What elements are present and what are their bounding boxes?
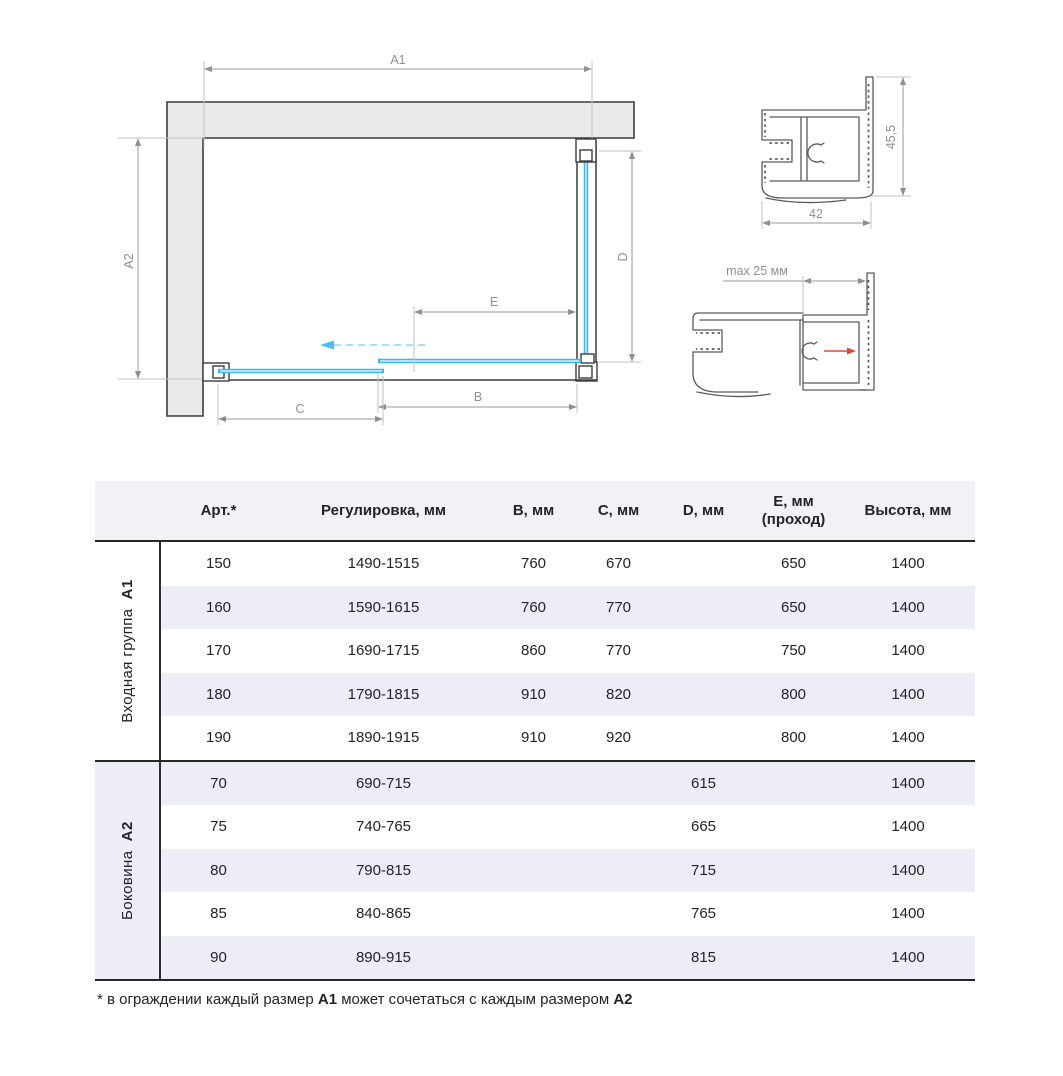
table-row: 170 1690-1715 860 770 750 1400 xyxy=(205,642,925,660)
table-header-row xyxy=(95,481,975,542)
group-label-a2: Боковина А2 xyxy=(95,762,161,980)
table-row: 70 690-715 615 1400 xyxy=(161,762,975,806)
label-45-5: 45,5 xyxy=(884,124,898,150)
side-panel xyxy=(576,139,597,381)
entrance-group xyxy=(203,341,597,382)
group-side-a2 xyxy=(95,762,975,982)
table-row: 85 840-865 765 1400 xyxy=(210,905,925,923)
dimension-45-5 xyxy=(871,77,911,196)
label-d: D xyxy=(616,252,630,262)
dimension-42 xyxy=(762,201,871,229)
column-header-art: Арт.* xyxy=(200,501,237,519)
dimension-max-25 xyxy=(723,264,866,312)
column-header-d: D, мм xyxy=(682,501,725,519)
label-a1: A1 xyxy=(390,53,406,67)
label-b: B xyxy=(473,390,483,404)
label-42: 42 xyxy=(809,207,823,221)
label-a2: A2 xyxy=(122,253,136,269)
column-header-b: B, мм xyxy=(512,501,555,519)
label-max-25: max 25 мм xyxy=(726,264,788,278)
screw-channel xyxy=(808,143,824,163)
plan-view xyxy=(118,53,641,425)
dimension-c xyxy=(218,376,383,425)
spec-table xyxy=(95,481,975,981)
table-row: 150 1490-1515 760 670 650 1400 xyxy=(205,555,925,573)
screw-channel xyxy=(802,342,817,360)
dimension-d xyxy=(599,151,641,362)
column-header-regulirovka: Регулировка, мм xyxy=(320,501,447,519)
column-header-c: C, мм xyxy=(597,501,640,519)
table-row: 160 1590-1615 760 770 650 1400 xyxy=(161,586,975,630)
profile-section-adjustment xyxy=(693,264,874,397)
table-row: 75 740-765 665 1400 xyxy=(210,818,925,836)
table-row: 190 1890-1915 910 920 800 1400 xyxy=(205,729,925,747)
footnote: * в ограждении каждый размер А1 может сочетаться с каждым размером А2 xyxy=(97,991,633,1008)
label-c: C xyxy=(295,402,305,416)
column-header-vysota: Высота, мм xyxy=(864,501,952,519)
technical-drawing xyxy=(0,0,1063,470)
group-label-a1: Входная группа А1 xyxy=(95,542,161,760)
profile-section-corner xyxy=(762,77,911,229)
column-header-e: E, мм (проход) xyxy=(761,492,826,528)
table-row: 80 790-815 715 1400 xyxy=(161,849,975,893)
group-entrance-a1 xyxy=(95,542,975,762)
table-row: 180 1790-1815 910 820 800 1400 xyxy=(161,673,975,717)
label-e: E xyxy=(489,295,499,309)
table-row: 90 890-915 815 1400 xyxy=(161,936,975,980)
